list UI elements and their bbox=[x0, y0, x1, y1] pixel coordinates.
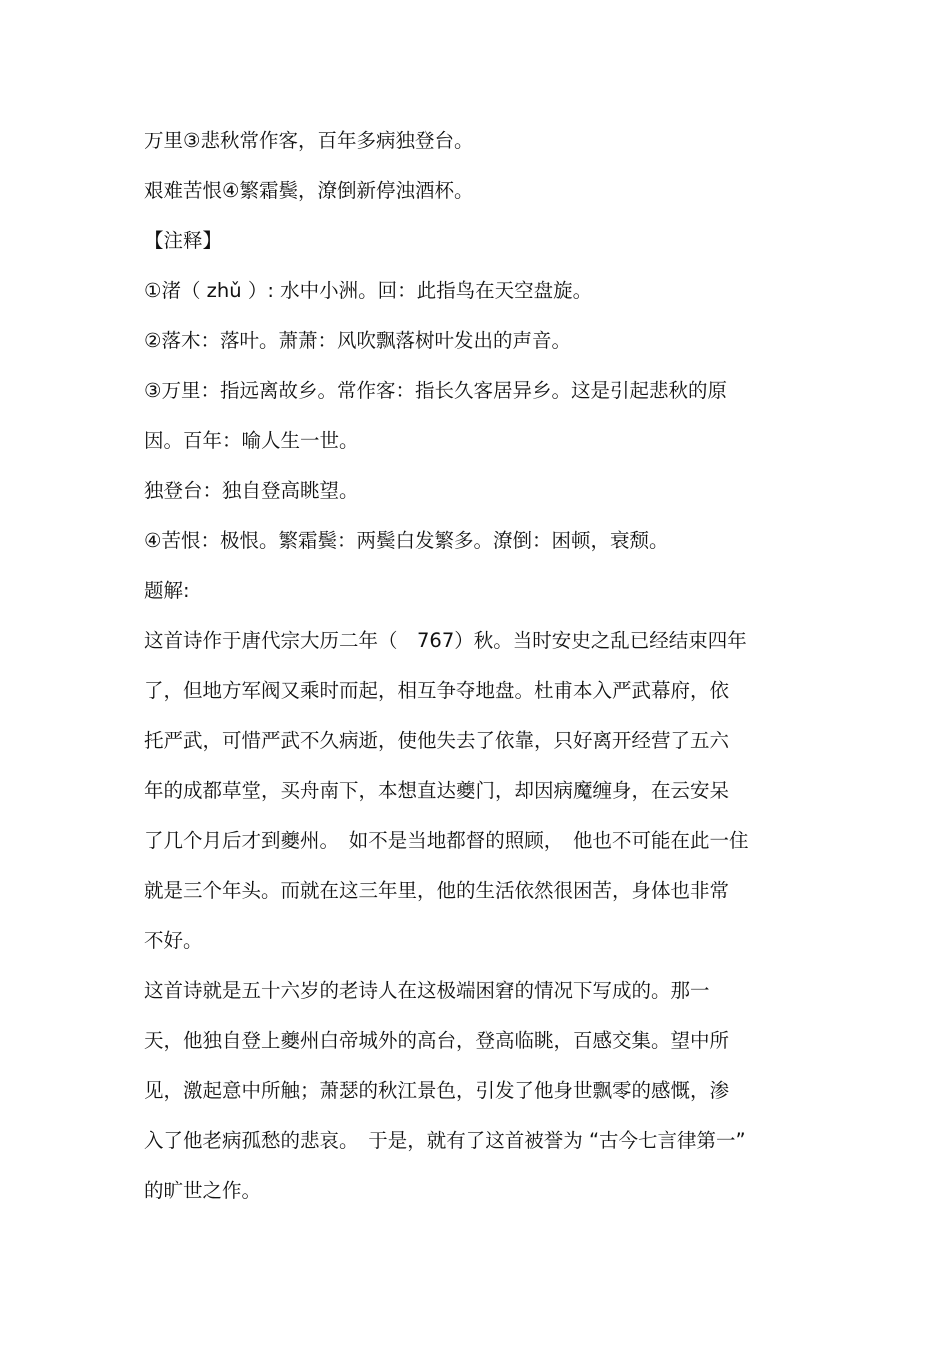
paragraph-1-line-7: 不好。 bbox=[144, 929, 203, 952]
paragraph-1-line-3: 托严武，可惜严武不久病逝，使他失去了依靠，只好离开经营了五六 bbox=[144, 729, 730, 752]
paragraph-1-line-2: 了，但地方军阀又乘时而起，相互争夺地盘。杜甫本入严武幕府，依 bbox=[144, 679, 730, 702]
paragraph-2-line-2: 天，他独自登上夔州白帝城外的高台，登高临眺，百感交集。望中所 bbox=[144, 1029, 730, 1052]
paragraph-2-line-1: 这首诗就是五十六岁的老诗人在这极端困窘的情况下写成的。那一 bbox=[144, 979, 710, 1002]
paragraph-2-line-4: 入了他老病孤愁的悲哀。 于是，就有了这首被誉为 “古今七言律第一” bbox=[144, 1129, 746, 1152]
paragraph-1-line-5: 了几个月后才到夔州。 如不是当地都督的照顾， 他也不可能在此一住 bbox=[144, 829, 749, 852]
note-4: ④苦恨：极恨。繁霜鬓：两鬓白发繁多。潦倒：困顿，衰颓。 bbox=[144, 529, 669, 552]
paragraph-1-line-6: 就是三个年头。而就在这三年里，他的生活依然很困苦，身体也非常 bbox=[144, 879, 730, 902]
note-2: ②落木：落叶。萧萧：风吹飘落树叶发出的声音。 bbox=[144, 329, 571, 352]
paragraph-1-line-1: 这首诗作于唐代宗大历二年（ 767）秋。当时安史之乱已经结束四年 bbox=[144, 629, 747, 652]
document-body bbox=[144, 122, 804, 1222]
paragraph-1-line-4: 年的成都草堂，买舟南下，本想直达夔门，却因病魔缠身，在云安呆 bbox=[144, 779, 730, 802]
explanation-heading: 题解: bbox=[144, 579, 190, 602]
note-3-line-1: ③万里：指远离故乡。常作客：指长久客居异乡。这是引起悲秋的原 bbox=[144, 379, 727, 402]
notes-heading: 【注释】 bbox=[144, 229, 223, 252]
note-3-line-2: 因。百年：喻人生一世。 bbox=[144, 429, 359, 452]
poem-line-4: 艰难苦恨④繁霜鬓，潦倒新停浊酒杯。 bbox=[144, 179, 474, 202]
paragraph-2-line-5: 的旷世之作。 bbox=[144, 1179, 262, 1202]
poem-line-3: 万里③悲秋常作客，百年多病独登台。 bbox=[144, 129, 474, 152]
note-1: ①渚（ zhǔ ）: 水中小洲。回：此指鸟在天空盘旋。 bbox=[144, 279, 593, 302]
note-3-line-3: 独登台：独自登高眺望。 bbox=[144, 479, 359, 502]
paragraph-2-line-3: 见，激起意中所触；萧瑟的秋江景色，引发了他身世飘零的感慨，渗 bbox=[144, 1079, 730, 1102]
